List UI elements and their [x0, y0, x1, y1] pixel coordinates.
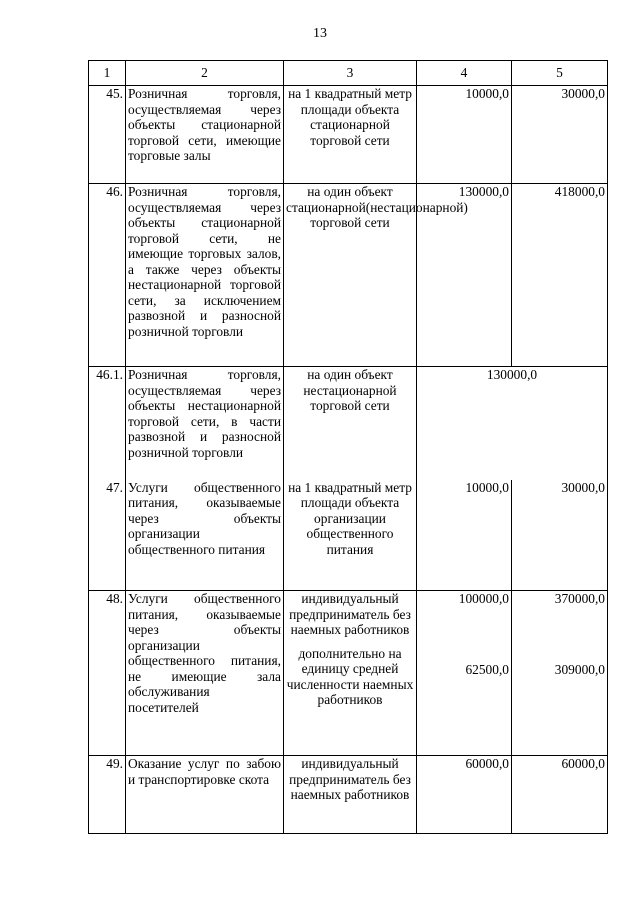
value-line: 309000,0 — [554, 661, 605, 677]
table-row — [89, 86, 608, 184]
header-row — [89, 61, 608, 86]
row-tax-base: на один объект стационарной(нестационарной) торговой сети — [284, 184, 417, 367]
table-row — [89, 756, 608, 834]
row-description: Розничная торговля, осуществляемая через объекты стационарной торговой сети, не имеющие торговых залов, а также через объекты нестационарной торговой сети, за исключением развозной и разносной розничной торговли — [126, 184, 284, 367]
table-row — [89, 591, 608, 756]
row-value-col4: 130000,0 — [417, 184, 512, 367]
row-description: Розничная торговля, осуществляемая через объекты стационарной торговой сети, имеющие торговые залы — [126, 86, 284, 184]
tax-base-line: дополнительно на единицу средней численности наемных работников — [286, 645, 414, 707]
row-description: Услуги общественного питания, оказываемые через объекты организации общественного питания, не имеющие зала обслуживания посетителей — [126, 591, 284, 756]
row-value-col4: 60000,0 — [417, 756, 512, 834]
row-number: 49. — [89, 756, 126, 834]
table-row — [89, 184, 608, 367]
row-value-col5: 30000,0 — [512, 86, 608, 184]
row-value-col5: 60000,0 — [512, 756, 608, 834]
row-number: 47. — [89, 480, 126, 591]
row-description: Розничная торговля, осуществляемая через объекты нестационарной торговой сети, в части развозной и разносной розничной торговли — [126, 367, 284, 480]
row-tax-base: на 1 квадратный метр площади объекта организации общественного питания — [284, 480, 417, 591]
row-value-col5: 30000,0 — [512, 480, 608, 591]
value-line: 100000,0 — [458, 591, 509, 606]
header-col-3: 3 — [284, 61, 417, 86]
row-description: Оказание услуг по забою и транспортировке скота — [126, 756, 284, 834]
row-value-col5: 418000,0 — [512, 184, 608, 367]
row-number: 48. — [89, 591, 126, 756]
row-number: 46. — [89, 184, 126, 367]
row-description: Услуги общественного питания, оказываемые через объекты организации общественного питания — [126, 480, 284, 591]
row-number: 45. — [89, 86, 126, 184]
tax-base-line: индивидуальный предприниматель без наемных работников — [289, 591, 411, 637]
header-col-4: 4 — [417, 61, 512, 86]
table-row — [89, 367, 608, 480]
header-col-5: 5 — [512, 61, 608, 86]
row-tax-base: индивидуальный предприниматель без наемных работников — [284, 756, 417, 834]
table-row — [89, 480, 608, 591]
tariff-table — [88, 60, 608, 834]
row-value-col4: 10000,0 — [417, 480, 512, 591]
row-value-col5 — [512, 591, 608, 756]
header-col-2: 2 — [126, 61, 284, 86]
value-line: 62500,0 — [465, 661, 509, 677]
row-tax-base — [284, 591, 417, 756]
value-line: 370000,0 — [554, 591, 605, 606]
page-number: 13 — [313, 26, 327, 41]
row-tax-base: на 1 квадратный метр площади объекта стационарной торговой сети — [284, 86, 417, 184]
row-number: 46.1. — [89, 367, 126, 480]
row-value-col4: 10000,0 — [417, 86, 512, 184]
row-tax-base: на один объект нестационарной торговой сети — [284, 367, 417, 480]
header-col-1: 1 — [89, 61, 126, 86]
row-merged-value: 130000,0 — [417, 367, 608, 480]
row-value-col4 — [417, 591, 512, 756]
